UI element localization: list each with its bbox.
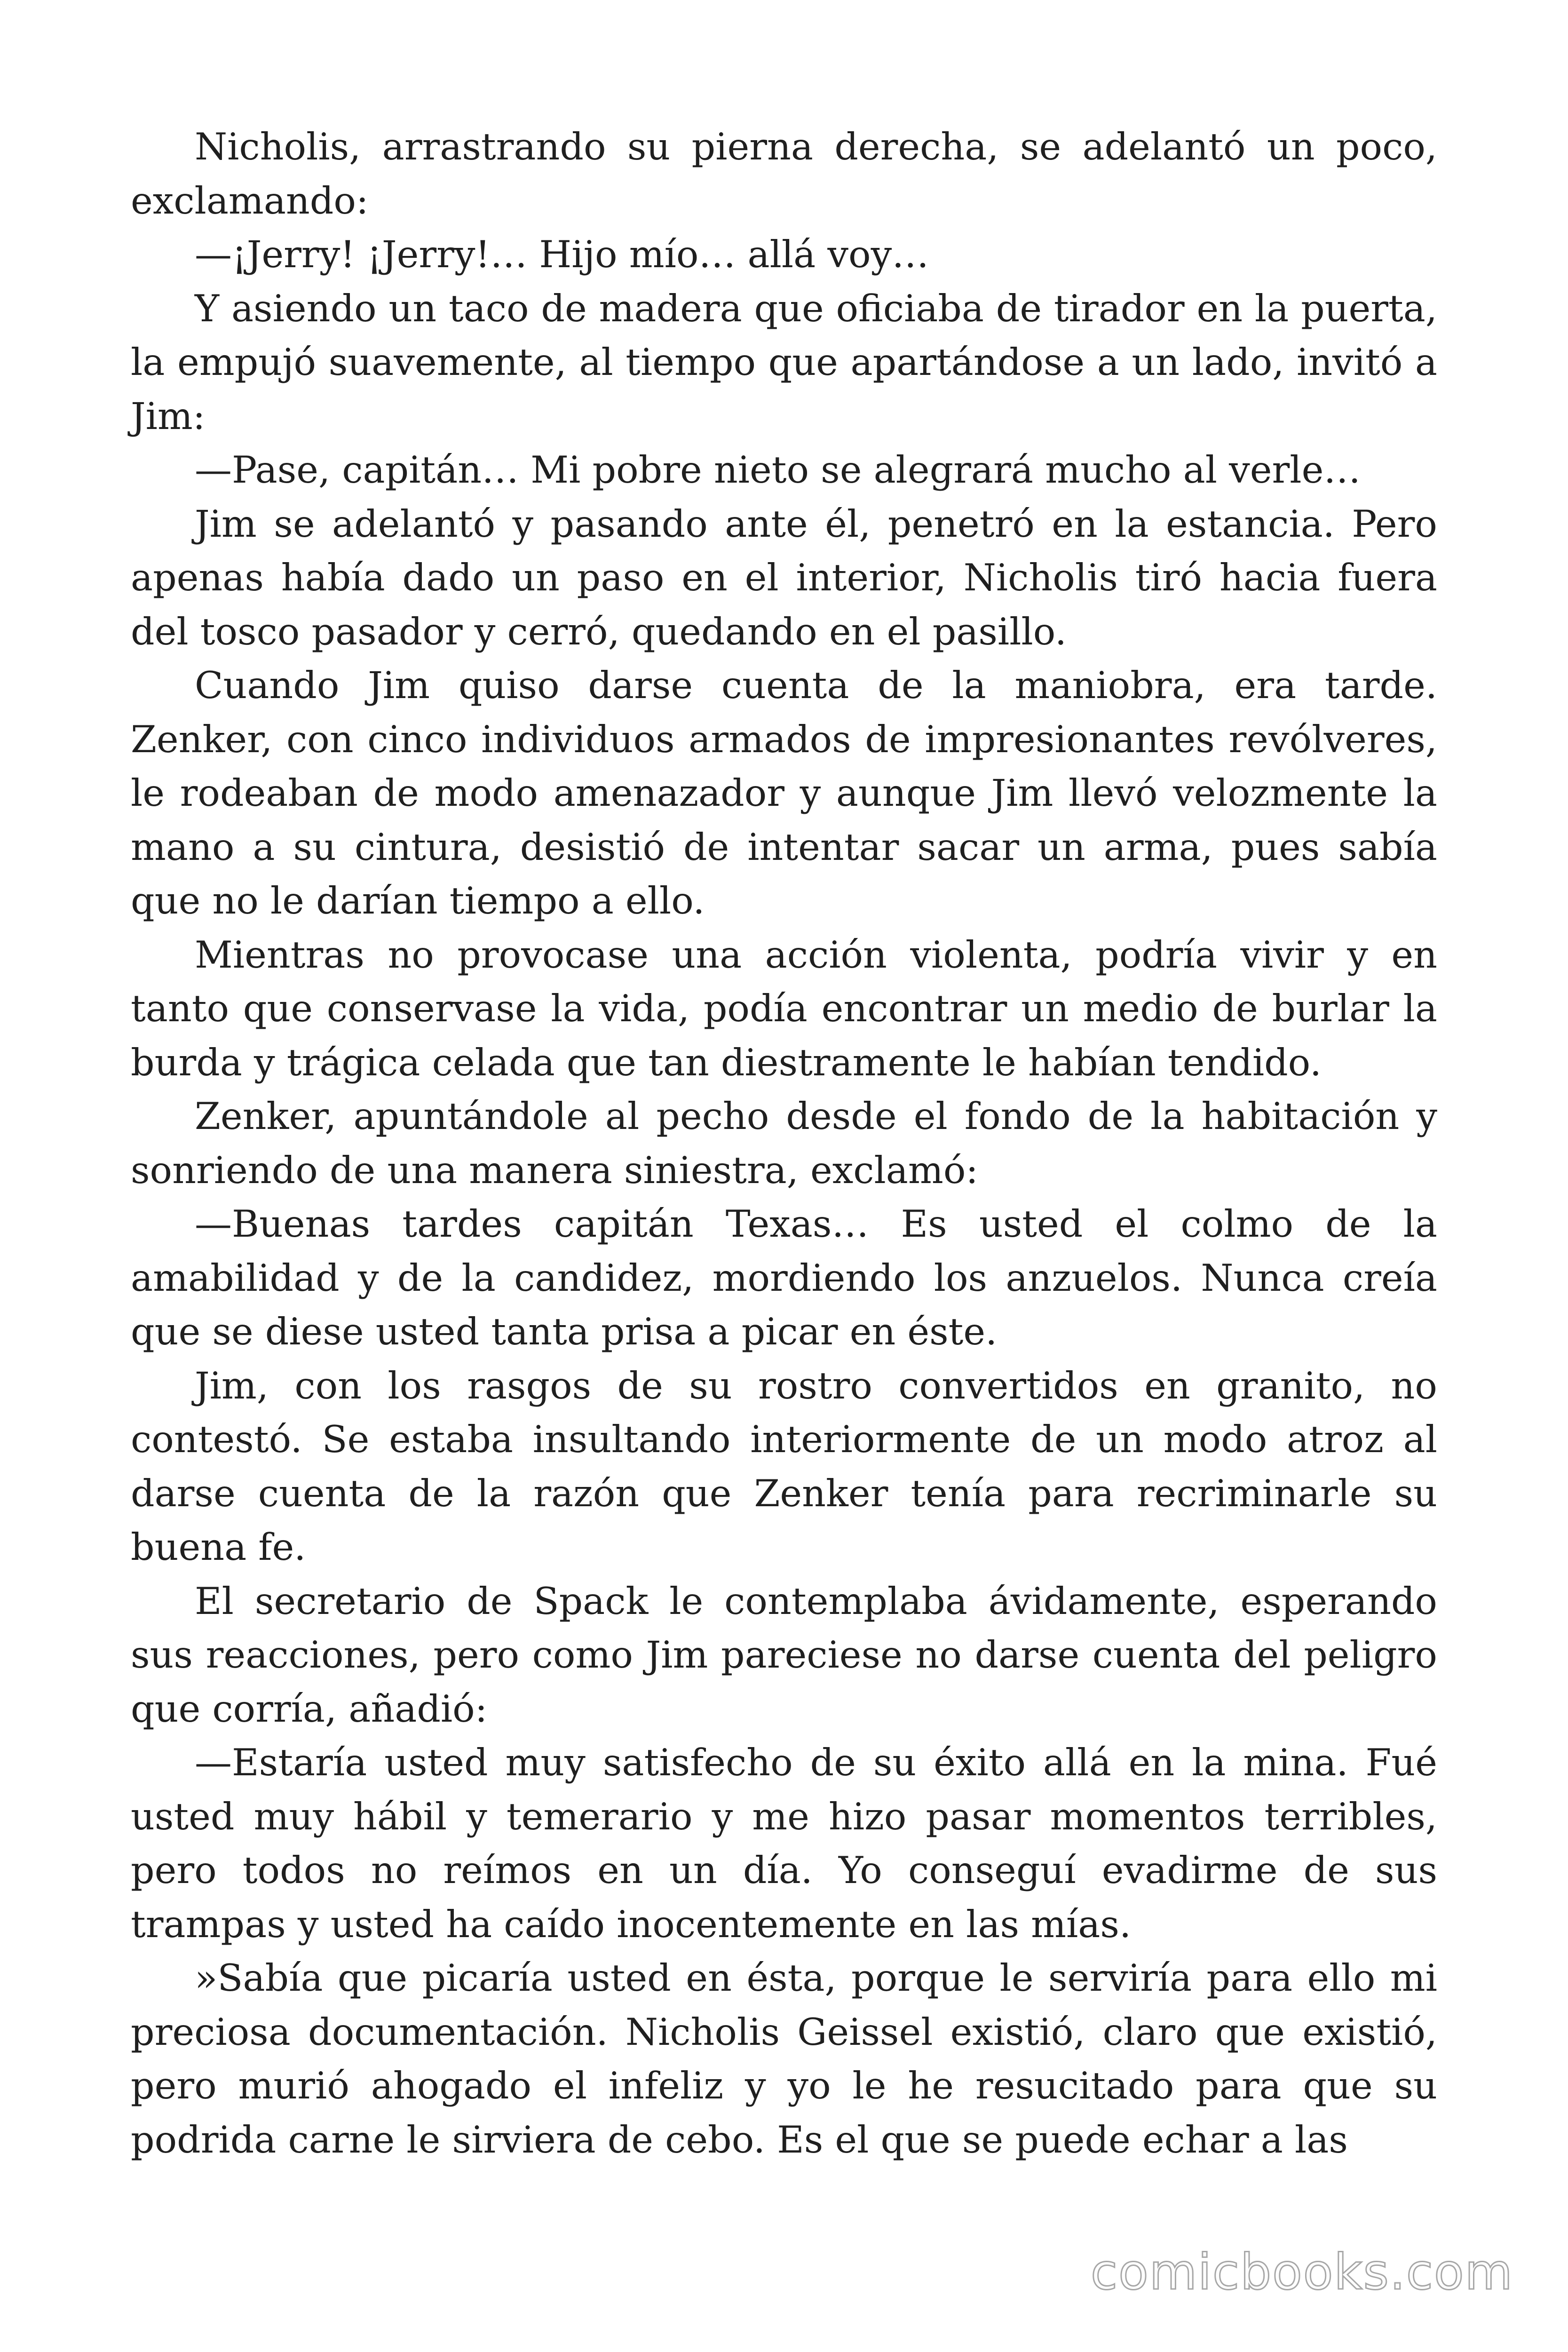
watermark: comicbooks.com xyxy=(1090,2243,1513,2301)
paragraph-13: »Sabía que picaría usted en ésta, porque le serviría para ello mi preciosa documentación. Nicholis Geissel existió, claro que existió, pero murió ahogado el infeliz y yo le he resucitado para que su podrida carne le sirviera de cebo. Es el que se puede echar a las xyxy=(131,1956,1437,2161)
paragraph-9: —Buenas tardes capitán Texas… Es usted el colmo de la amabilidad y de la candidez, mordiendo los anzuelos. Nunca creía que se diese usted tanta prisa a picar en éste. xyxy=(131,1202,1437,1353)
paragraph-1: Nicholis, arrastrando su pierna derecha, se adelantó un poco, exclamando: xyxy=(131,125,1437,222)
paragraph-10: Jim, con los rasgos de su rostro convertidos en granito, no contestó. Se estaba insultando interiormente de un modo atroz al darse cuenta de la razón que Zenker tenía para recriminarle su buena fe. xyxy=(131,1364,1437,1569)
paragraph-6: Cuando Jim quiso darse cuenta de la maniobra, era tarde. Zenker, con cinco individuos armados de impresionantes revólveres, le rodeaban de modo amenazador y aunque Jim llevó velozmente la mano a su cintura, desistió de intentar sacar un arma, pues sabía que no le darían tiempo a ello. xyxy=(131,664,1437,922)
paragraph-4: —Pase, capitán… Mi pobre nieto se alegrará mucho al verle… xyxy=(195,448,1361,492)
paragraph-7: Mientras no provocase una acción violenta, podría vivir y en tanto que conservase la vida, podía encontrar un medio de burlar la burda y trágica celada que tan diestramente le habían tendido. xyxy=(131,933,1437,1084)
paragraph-11: El secretario de Spack le contemplaba ávidamente, esperando sus reacciones, pero como Jim pareciese no darse cuenta del peligro que corría, añadió: xyxy=(131,1579,1437,1731)
paragraph-8: Zenker, apuntándole al pecho desde el fondo de la habitación y sonriendo de una manera siniestra, exclamó: xyxy=(131,1095,1437,1192)
paragraph-5: Jim se adelantó y pasando ante él, penetró en la estancia. Pero apenas había dado un paso en el interior, Nicholis tiró hacia fuera del tosco pasador y cerró, quedando en el pasillo. xyxy=(131,502,1437,653)
paragraph-12: —Estaría usted muy satisfecho de su éxito allá en la mina. Fué usted muy hábil y temerario y me hizo pasar momentos terribles, pero todos no reímos en un día. Yo conseguí evadirme de sus trampas y usted ha caído inocentemente en las mías. xyxy=(131,1741,1437,1946)
paragraph-2: —¡Jerry! ¡Jerry!… Hijo mío… allá voy… xyxy=(195,233,929,276)
body-text xyxy=(131,120,1437,2167)
paragraph-3: Y asiendo un taco de madera que oficiaba de tirador en la puerta, la empujó suavemente, al tiempo que apartándose a un lado, invitó a Jim: xyxy=(131,286,1437,438)
